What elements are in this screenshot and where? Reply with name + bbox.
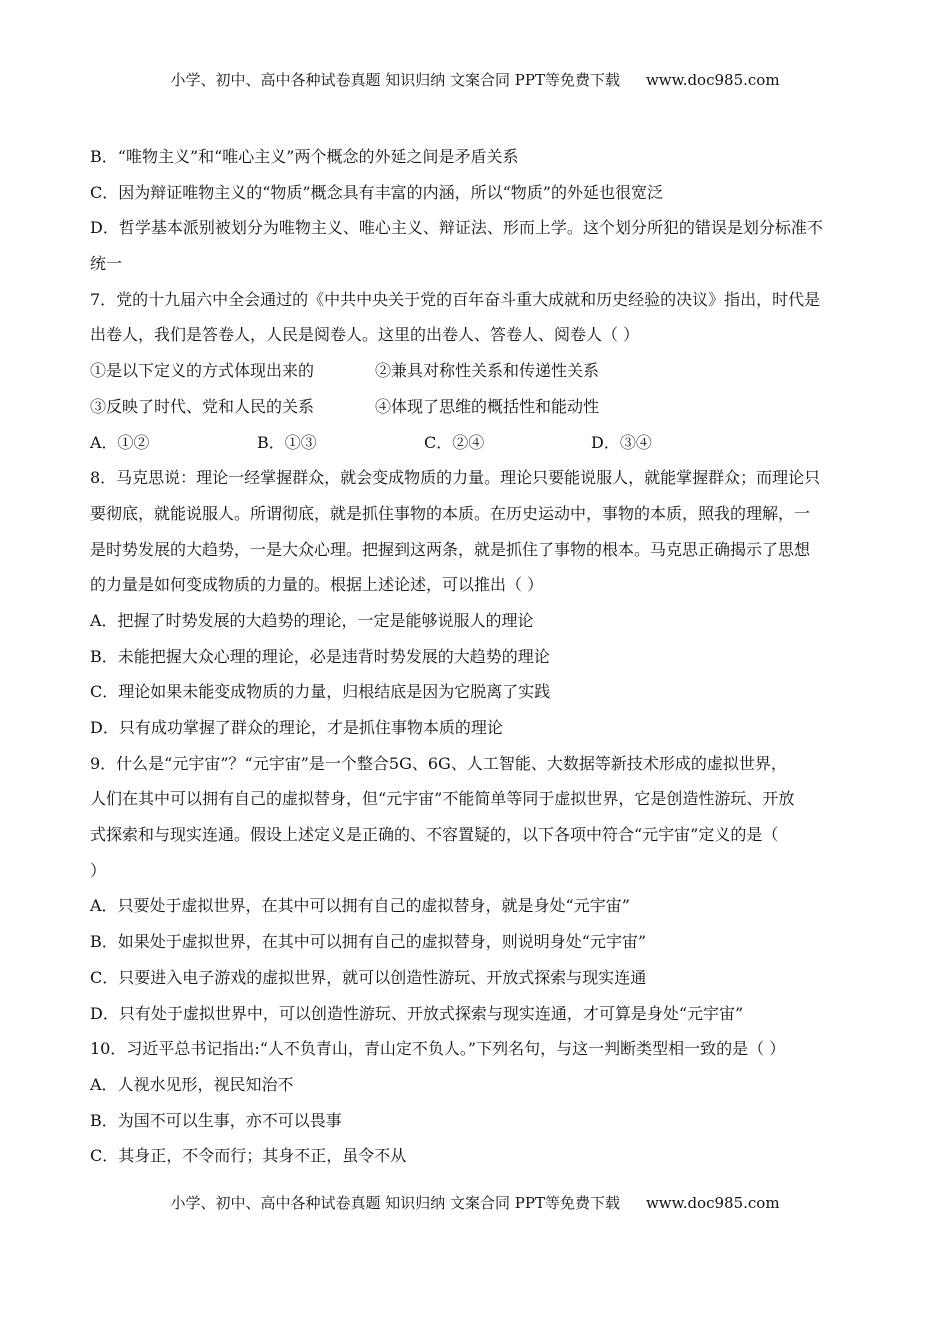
q7-choice-b: B．①③ xyxy=(257,432,317,452)
q9-option-c: C．只要进入电子游戏的虚拟世界，就可以创造性游玩、开放式探索与现实连通 xyxy=(90,967,647,987)
q8-option-a: A．把握了时势发展的大趋势的理论，一定是能够说服人的理论 xyxy=(90,610,534,630)
q6-option-b: B．“唯物主义”和“唯心主义”两个概念的外延之间是矛盾关系 xyxy=(90,147,519,166)
q9-option-b: B．如果处于虚拟世界，在其中可以拥有自己的虚拟替身，则说明身处“元宇宙” xyxy=(90,932,647,952)
q7-stem-line1: 7．党的十九届六中全会通过的《中共中央关于党的百年奋斗重大成就和历史经验的决议》指出，时代是 xyxy=(90,289,821,309)
q9-stem-line4: ） xyxy=(90,860,107,880)
q9-stem-line1: 9．什么是“元宇宙”？“元宇宙”是一个整合5G、6G、人工智能、大数据等新技术形成的虚拟世界， xyxy=(90,753,787,773)
q6-option-d-line2: 统一 xyxy=(90,254,123,274)
q7-stem-line2: 出卷人，我们是答卷人，人民是阅卷人。这里的出卷人、答卷人、阅卷人（ ） xyxy=(90,325,640,345)
q10-stem: 10．习近平总书记指出:“人不负青山，青山定不负人。”下列名句，与这一判断类型相一致的是（ ） xyxy=(90,1039,786,1059)
q8-stem-line2: 要彻底，就能说服人。所谓彻底，就是抓住事物的本质。在历史运动中，事物的本质，照我的理解，一 xyxy=(90,503,811,523)
q8-option-c: C．理论如果未能变成物质的力量，归根结底是因为它脱离了实践 xyxy=(90,682,551,702)
q7-statement-3: ③反映了时代、党和人民的关系 xyxy=(90,396,315,416)
q6-option-c: C．因为辩证唯物主义的“物质”概念具有丰富的内涵，所以“物质”的外延也很宽泛 xyxy=(90,182,663,202)
q7-statements-row1 xyxy=(90,360,862,396)
q7-choice-c: C．②④ xyxy=(424,432,485,452)
q7-statements-row2 xyxy=(90,396,862,432)
q9-option-d: D．只有处于虚拟世界中，可以创造性游玩、开放式探索与现实连通，才可算是身处“元宇宙” xyxy=(90,1003,744,1023)
q9-option-a: A．只要处于虚拟世界，在其中可以拥有自己的虚拟替身，就是身处“元宇宙” xyxy=(90,896,630,916)
header-site-link[interactable]: www.doc985.com xyxy=(645,71,780,89)
q7-statement-2: ②兼具对称性关系和传递性关系 xyxy=(375,361,600,381)
page-footer xyxy=(0,1192,950,1213)
q8-option-b: B．未能把握大众心理的理论，必是违背时势发展的大趋势的理论 xyxy=(90,646,550,666)
q7-choice-a: A．①② xyxy=(90,432,150,452)
header-text: 小学、初中、高中各种试卷真题 知识归纳 文案合同 PPT等免费下载 xyxy=(170,71,620,89)
q7-choice-d: D．③④ xyxy=(591,432,652,452)
q8-stem-line1: 8．马克思说：理论一经掌握群众，就会变成物质的力量。理论只要能说服人，就能掌握群众；而理论只 xyxy=(90,468,821,488)
q8-stem-line4: 的力量是如何变成物质的力量的。根据上述论述，可以推出（ ） xyxy=(90,575,544,595)
q9-stem-line2: 人们在其中可以拥有自己的虚拟替身，但“元宇宙”不能简单等同于虚拟世界，它是创造性游玩、开放 xyxy=(90,789,795,809)
footer-site-link[interactable]: www.doc985.com xyxy=(645,1194,780,1212)
q8-stem-line3: 是时势发展的大趋势，一是大众心理。把握到这两条，就是抓住了事物的根本。马克思正确揭示了思想 xyxy=(90,539,811,559)
question-content xyxy=(90,146,862,1181)
q10-option-c: C．其身正，不令而行；其身不正，虽令不从 xyxy=(90,1146,407,1166)
q6-option-d-line1: D．哲学基本派别被划分为唯物主义、唯心主义、辩证法、形而上学。这个划分所犯的错误是划分标准不 xyxy=(90,218,823,238)
footer-text: 小学、初中、高中各种试卷真题 知识归纳 文案合同 PPT等免费下载 xyxy=(170,1194,620,1212)
q10-option-a: A．人视水见形，视民知治不 xyxy=(90,1074,294,1094)
page-header xyxy=(0,69,950,90)
q9-stem-line3: 式探索和与现实连通。假设上述定义是正确的、不容置疑的，以下各项中符合“元宇宙”定义的是（ xyxy=(90,825,779,845)
q10-option-b: B．为国不可以生事，亦不可以畏事 xyxy=(90,1110,342,1130)
q8-option-d: D．只有成功掌握了群众的理论，才是抓住事物本质的理论 xyxy=(90,718,503,737)
q7-choices-row xyxy=(90,432,862,468)
q7-statement-1: ①是以下定义的方式体现出来的 xyxy=(90,361,315,381)
q7-statement-4: ④体现了思维的概括性和能动性 xyxy=(375,396,600,416)
